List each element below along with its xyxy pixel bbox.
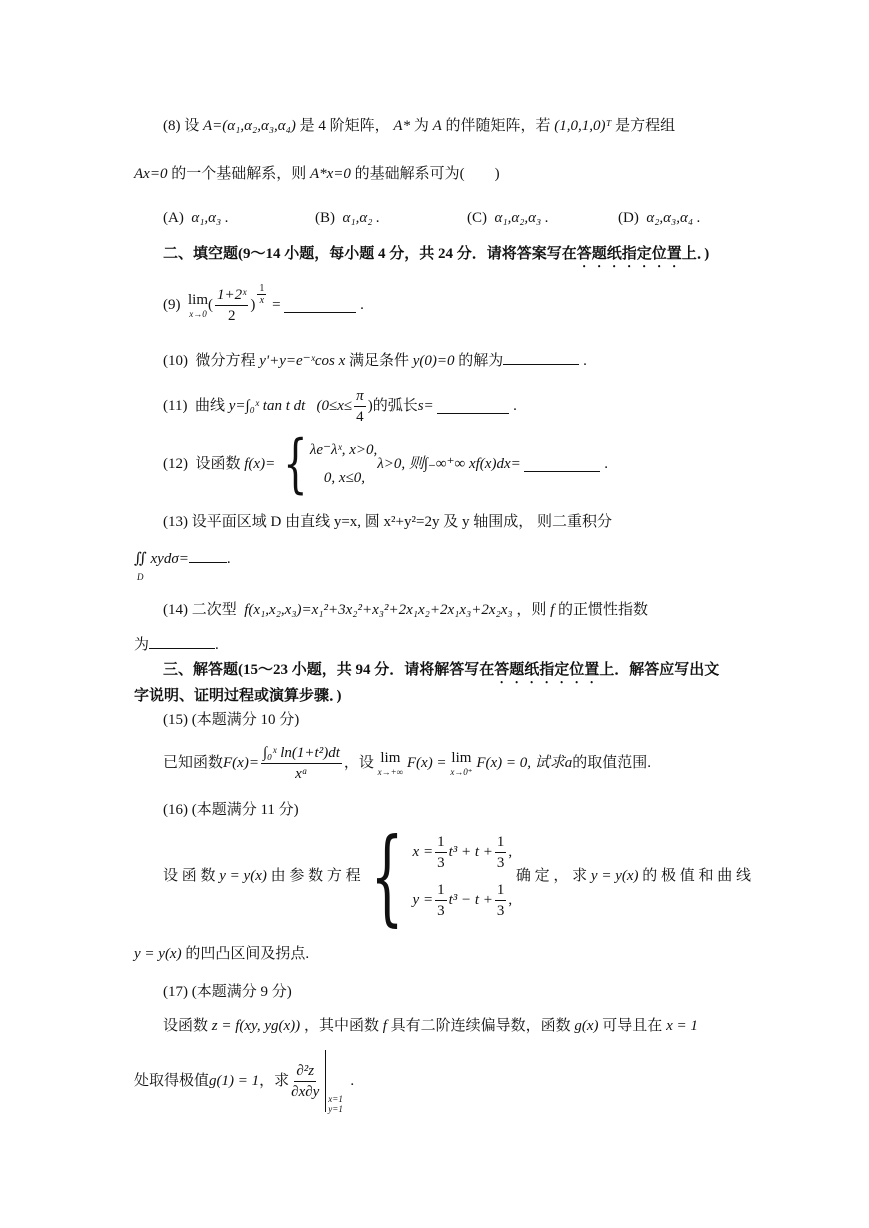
q17-g: g(x) xyxy=(574,1018,599,1034)
denominator: 2 xyxy=(227,307,236,324)
heading-emphasis: 答题纸指定位置 xyxy=(576,246,682,262)
q14-text: ，则 xyxy=(516,602,547,618)
q10-condition: y(0)=0 xyxy=(412,353,455,369)
q15-function: F(x)= xyxy=(223,755,259,771)
option-label: (B) xyxy=(315,210,335,226)
q11-range: ) xyxy=(367,398,373,414)
fraction xyxy=(495,832,507,873)
q8-text: 为 xyxy=(413,118,429,134)
q10-text: 的解为 xyxy=(458,353,504,369)
fraction xyxy=(495,880,507,921)
heading-emphasis: 答题纸指定位置 xyxy=(494,662,600,678)
left-brace: { xyxy=(283,427,308,501)
evaluation-bar xyxy=(325,1050,326,1112)
q8-line1 xyxy=(163,116,675,136)
numerator: ∫₀ˣ ln(1+t²)dt xyxy=(261,743,342,764)
q8-text: 的一个基础解系，则 xyxy=(171,166,307,182)
q16-text: 设 函 数 xyxy=(163,868,216,884)
q8-matrix-def: A=(α₁,α₂,α₃,α₄) xyxy=(203,118,296,134)
eq-rhs: t³ − t + xyxy=(448,892,493,908)
q17-line2 xyxy=(134,1048,354,1114)
q15-expression: F(x) = 0, 试求 xyxy=(476,755,565,771)
q10: (10) 微分方程 y'+y=e⁻ˣcos x 满足条件 y(0)=0 的解为 . xyxy=(163,350,587,371)
q11-number: (11) xyxy=(163,398,188,414)
q8-text: 的伴随矩阵，若 xyxy=(445,118,551,134)
section2-heading xyxy=(163,244,709,271)
q8-option-c xyxy=(467,208,549,228)
q17-head: (17) (本题满分 9 分) xyxy=(163,984,292,1000)
q8-vector: (1,0,1,0)ᵀ xyxy=(554,118,612,134)
q8-text: 的基础解系可为( ) xyxy=(354,166,500,182)
q8-text: 是方程组 xyxy=(615,118,676,134)
limit-symbol: lim xyxy=(451,750,472,766)
q17-function: z = f(xy, yg(x)) xyxy=(211,1018,301,1034)
q15-a: a xyxy=(564,755,573,771)
limit-symbol: lim xyxy=(380,750,401,766)
param-x xyxy=(413,828,513,876)
numerator: 1 xyxy=(259,282,265,294)
numerator: ∂²z xyxy=(294,1061,316,1082)
q8-equation: Ax=0 xyxy=(134,166,168,182)
denominator: 3 xyxy=(437,902,445,919)
q8-matrix-symbol: A xyxy=(432,118,442,134)
limit-subscript: x→0 xyxy=(189,309,207,319)
denominator: 3 xyxy=(437,854,445,871)
q12-integral: ∫₋∞⁺∞ xf(x)dx= xyxy=(423,456,521,472)
q8-text: (8) 设 xyxy=(163,118,200,134)
q11-s: s= xyxy=(417,398,434,414)
q17-point: x = 1 xyxy=(666,1018,698,1034)
eval-point: x=1 xyxy=(328,1094,343,1104)
q17-text: 具有二阶连续偏导数，函数 xyxy=(390,1018,571,1034)
region-subscript: D xyxy=(137,572,144,582)
comma: , xyxy=(508,892,513,908)
q10-number: (10) xyxy=(163,353,188,369)
q17-text: 设函数 xyxy=(163,1018,209,1034)
q8-adjugate: A* xyxy=(393,118,411,134)
numerator: 1 xyxy=(435,832,447,853)
q13-double-integral: ∬ xydσ= xyxy=(134,551,189,567)
period: . xyxy=(350,1073,355,1089)
q12-number: (12) xyxy=(163,456,188,472)
numerator: 1 xyxy=(435,880,447,901)
param-y xyxy=(413,876,513,924)
q8-equation: A*x=0 xyxy=(309,166,351,182)
q15-text: ，设 xyxy=(343,755,374,771)
option-text: α₁,α₂ . xyxy=(342,210,380,226)
denominator: 3 xyxy=(496,902,505,919)
q11-range: (0≤x≤ xyxy=(316,398,353,414)
q8-option-b xyxy=(315,208,380,228)
q16-text: 的 极 值 和 曲 线 xyxy=(642,868,752,884)
numerator: π xyxy=(354,386,366,407)
q12: (12) 设函数 f(x)= { λe⁻λˣ, x>0, 0, x≤0, λ>0, 则 ∫₋∞⁺∞ xf(x)dx= . xyxy=(163,427,608,501)
option-label: (D) xyxy=(618,210,639,226)
q15-text: 的取值范围. xyxy=(572,755,652,771)
q14-line1 xyxy=(163,600,648,620)
case-2: 0, x≤0, xyxy=(323,470,366,486)
q17-text: 处取得极值 xyxy=(134,1073,210,1089)
q17-derivative xyxy=(291,1061,319,1102)
answer-blank[interactable] xyxy=(189,548,227,563)
q11-curve: y=∫₀ˣ tan t dt xyxy=(228,398,306,414)
q13-line1: (13) 设平面区域 D 由直线 y=x, 圆 x²+y²=2y 及 y 轴围成， 则二重积分 xyxy=(163,514,612,530)
q12-text: 设函数 xyxy=(195,456,241,472)
eq-lhs: x = xyxy=(412,844,434,860)
q16-function: y = y(x) xyxy=(134,946,182,962)
option-text: α₁,α₂,α₃ . xyxy=(494,210,549,226)
answer-blank[interactable] xyxy=(437,399,509,414)
q12-cases xyxy=(310,436,377,492)
q10-text: 微分方程 xyxy=(195,353,256,369)
q17-line1 xyxy=(163,1016,698,1036)
q16-line2 xyxy=(134,944,309,964)
limit-symbol: lim xyxy=(188,292,209,308)
comma: , xyxy=(508,844,513,860)
q9-number: (9) xyxy=(163,297,181,313)
denominator: xᵃ xyxy=(295,765,308,782)
q9: (9) lim x→0 ( $\frac{\text{1+2ˣ}}{2}$ ) $\frac{1}{x}$ = . xyxy=(163,282,364,324)
q16-function: y = y(x) xyxy=(219,868,267,884)
denominator: x xyxy=(259,294,265,306)
option-label: (A) xyxy=(163,210,184,226)
limit-subscript: x→+∞ xyxy=(377,767,404,777)
q12-function: f(x)= xyxy=(244,456,276,472)
answer-blank[interactable] xyxy=(503,350,579,365)
numerator: 1 xyxy=(495,832,507,853)
option-text: α₁,α₃ . xyxy=(191,210,229,226)
q11-text: 曲线 xyxy=(194,398,225,414)
denominator: 3 xyxy=(496,854,505,871)
answer-blank[interactable] xyxy=(284,298,356,313)
limit-subscript: x→0⁺ xyxy=(450,767,473,777)
option-text: α₂,α₃,α₄ . xyxy=(646,210,701,226)
q15-text: 已知函数 xyxy=(163,755,224,771)
section3-heading-line1 xyxy=(163,660,719,687)
q14-f: f xyxy=(550,602,555,618)
eq-rhs: t³ + t + xyxy=(448,844,493,860)
numerator: 1 xyxy=(495,880,507,901)
q13-line2: ∬ xydσ= . D xyxy=(134,548,231,588)
q8-text: 是 4 阶矩阵， xyxy=(299,118,390,134)
case-1: λe⁻λˣ, x>0, xyxy=(309,442,378,458)
q16-text: 确 定 ， 求 xyxy=(515,868,588,884)
q15-body xyxy=(163,734,651,792)
section3-heading-line2: 字说明、证明过程或演算步骤．) xyxy=(134,688,342,704)
eq-lhs: y = xyxy=(412,892,434,908)
q14-text: 为 xyxy=(134,637,150,653)
q14-text: 的正惯性指数 xyxy=(558,602,649,618)
numerator: 1+2ˣ xyxy=(215,285,248,306)
q14-line2: 为 . xyxy=(134,634,219,655)
q9-exponent xyxy=(257,283,266,306)
q16-text: 由 参 数 方 程 xyxy=(270,868,361,884)
q17-f: f xyxy=(382,1018,387,1034)
q8-option-d xyxy=(618,208,701,228)
q14-text: (14) 二次型 xyxy=(163,602,237,618)
q12-condition: λ>0, 则 xyxy=(377,456,424,472)
eval-point: y=1 xyxy=(328,1104,343,1114)
q8-option-a xyxy=(163,208,229,228)
heading-text: 二、填空题(9～14 小题，每小题 4 分，共 24 分．请将答案写在 xyxy=(163,246,577,262)
q15-fraction xyxy=(261,743,342,784)
fraction xyxy=(435,880,447,921)
q16-body xyxy=(163,815,752,937)
q17-condition: g(1) = 1 xyxy=(209,1073,260,1089)
answer-blank[interactable] xyxy=(524,457,600,472)
q16-function: y = y(x) xyxy=(590,868,639,884)
q15-expression: F(x) = xyxy=(406,755,447,771)
q17-text: ，求 xyxy=(259,1073,290,1089)
q16-text: 的凹凸区间及拐点. xyxy=(185,946,310,962)
denominator: 4 xyxy=(356,408,364,425)
q9-fraction xyxy=(215,285,248,326)
fraction xyxy=(435,832,447,873)
q8-line2 xyxy=(134,164,500,184)
answer-blank[interactable] xyxy=(149,634,215,649)
q11-fraction xyxy=(354,386,366,427)
q17-text: ，其中函数 xyxy=(303,1018,379,1034)
left-brace: { xyxy=(370,815,405,937)
q11: (11) 曲线 y=∫₀ˣ tan t dt (0≤x≤ $\frac{\pi}{4}$ ) 的弧长 s= . xyxy=(163,387,517,425)
heading-text: 上．) xyxy=(681,246,710,262)
q17-text: 可导且在 xyxy=(602,1018,663,1034)
option-label: (C) xyxy=(467,210,487,226)
q16-head: (16) (本题满分 11 分) xyxy=(163,802,299,818)
q10-equation: y'+y=e⁻ˣcos x xyxy=(259,353,346,369)
heading-text: 上．解答应写出文 xyxy=(599,662,720,678)
denominator: ∂x∂y xyxy=(291,1083,320,1100)
q10-text: 满足条件 xyxy=(349,353,410,369)
q15-head: (15) (本题满分 10 分) xyxy=(163,712,300,728)
q14-quadratic-form: f(x₁,x₂,x₃)=x₁²+3x₂²+x₃²+2x₁x₂+2x₁x₃+2x₂x₃ xyxy=(244,602,513,618)
q11-text: 的弧长 xyxy=(372,398,418,414)
q16-parametric xyxy=(413,828,513,924)
heading-text: 三、解答题(15～23 小题，共 94 分．请将解答写在 xyxy=(163,662,495,678)
equals: = xyxy=(272,297,281,313)
